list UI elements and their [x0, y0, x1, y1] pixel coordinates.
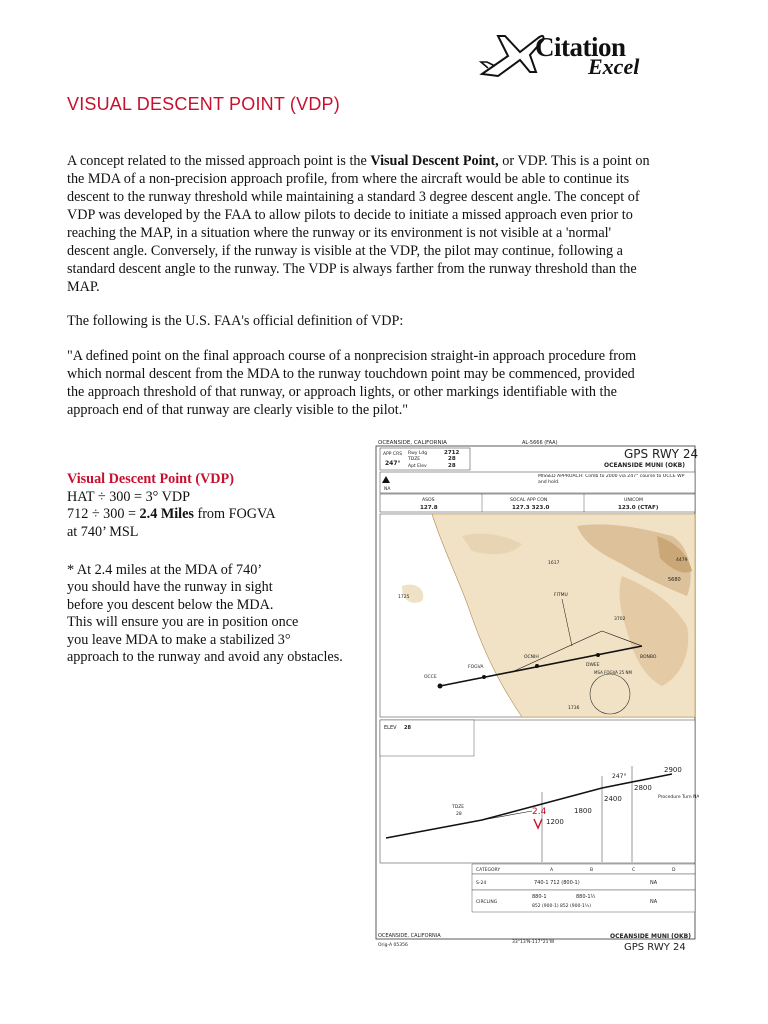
profile-tdze: 28 — [456, 812, 462, 817]
terrain-1725: 1725 — [398, 595, 410, 600]
footer-coords: 33°13'N-117°21'W — [512, 940, 555, 945]
calc-line-1: HAT ÷ 300 = 3° VDP — [67, 488, 191, 505]
alt-1200: 1200 — [546, 818, 564, 826]
footer-location: OCEANSIDE, CALIFORNIA — [378, 933, 441, 939]
intro-text-2: or VDP. This is a point on the MDA of a non-precision approach profile, from where the aircraft would be able to continue its descent to the runway threshold while maintaining a standard 3 degree descent angle. The concept of VDP was developed by the FAA to allow pilots to decide to initiate a missed approach even prior to reaching the MAP, in a situation where the runway or its environment is not visible at a 'normal' descent angle. Conversely, if the runway is visible at the VDP, the pilot may continue, following a standard descent angle to the runway. The VDP is always farther from the runway threshold than the MAP. — [67, 153, 650, 295]
fix-occe: OCCE — [424, 675, 437, 680]
calc-line-2-pre: 712 ÷ 300 = — [67, 506, 140, 522]
alt-2900: 2900 — [664, 766, 682, 774]
note-line-4: This will ensure you are in position once — [67, 614, 299, 631]
alt-2800: 2800 — [634, 784, 652, 792]
plate-proc-id: AL-5666 (FAA) — [522, 440, 558, 446]
profile-elev: 28 — [404, 725, 411, 731]
calc-line-2-post: from FOGVA — [193, 506, 276, 522]
page-title: VISUAL DESCENT POINT (VDP) — [67, 94, 340, 114]
definition-lead: The following is the U.S. FAA's official definition of VDP: — [67, 313, 404, 329]
tdze-value: 28 — [448, 456, 456, 462]
logo-brand-excel: Excel — [588, 54, 640, 79]
min-row1-na: NA — [650, 880, 658, 886]
footer-amdt: Orig-A 05356 — [378, 943, 408, 948]
alt-2400: 2400 — [604, 795, 622, 803]
min-row2-label: CIRCLING — [476, 900, 498, 905]
vdp-note — [67, 562, 367, 666]
app-crs-label: APP CRS — [383, 452, 403, 457]
calc-heading: Visual Descent Point (VDP) — [67, 471, 234, 487]
apt-elev-label: Apt Elev — [408, 464, 427, 469]
citation-excel-logo — [478, 20, 748, 90]
plan-view — [380, 514, 695, 717]
fix-ocnih: OCNIH — [524, 655, 539, 660]
profile-tdze-label: TDZE — [452, 805, 465, 810]
intro-text-1: A concept related to the missed approach point is the — [67, 153, 371, 169]
terrain-1736: 1736 — [568, 706, 580, 711]
rwy-ldg-label: Rwy Ldg — [408, 451, 428, 456]
approach-plate — [372, 436, 699, 954]
vdp-calculation — [67, 471, 367, 541]
freq-value-app: 127.3 323.0 — [512, 505, 550, 511]
min-cat-c: C — [632, 868, 636, 873]
intro-bold-term: Visual Descent Point, — [370, 153, 499, 169]
alt-1800: 1800 — [574, 807, 592, 815]
intro-paragraph — [67, 152, 652, 296]
minimums-table — [472, 864, 695, 912]
min-row2-na: NA — [650, 899, 658, 905]
plate-location: OCEANSIDE, CALIFORNIA — [378, 440, 447, 446]
calc-line-3: at 740’ MSL — [67, 523, 139, 540]
min-row2-a: 880-1 — [532, 894, 547, 900]
definition-quote: "A defined point on the final approach course of a nonprecision straight-in approach procedure from which normal descent from the MDA to the runway touchdown point may be commenced, provided the approach threshold of that runway, or approach lights, or other markings identifiable with the approach end of that runway are clearly visible to the pilot." — [67, 348, 637, 418]
terrain-3702: 3702 — [614, 617, 626, 622]
calc-line-2 — [67, 506, 367, 524]
msa-label: MSA FOGVA 25 NM — [594, 670, 632, 675]
profile-crs: 247° — [612, 773, 627, 780]
approach-plate-svg — [372, 436, 699, 954]
terrain-4479: 4479 — [676, 558, 688, 563]
app-crs: 247° — [385, 460, 401, 467]
footer-title: GPS RWY 24 — [624, 942, 686, 953]
rwy-ldg: 2712 — [444, 450, 460, 456]
apt-elev-value: 28 — [448, 463, 456, 469]
calc-line-2-bold: 2.4 Miles — [139, 506, 194, 522]
min-cat-d: D — [672, 868, 676, 873]
terrain-5680: 5680 — [668, 577, 681, 583]
freq-label-asos: ASOS — [422, 498, 435, 503]
plate-title: GPS RWY 24 — [624, 447, 699, 461]
note-line-1: * At 2.4 miles at the MDA of 740’ — [67, 562, 263, 578]
fix-bonbo: BONBO — [640, 655, 657, 660]
freq-value-asos: 127.8 — [420, 505, 438, 511]
freq-label-unicom: UNICOM — [624, 498, 643, 503]
note-line-6: approach to the runway and avoid any obstacles. — [67, 649, 343, 666]
vdp-marker-label: 2.4 — [532, 807, 547, 817]
note-line-3: before you descent below the MDA. — [67, 596, 274, 613]
freq-value-unicom: 123.0 (CTAF) — [618, 505, 659, 511]
tdze-label: TDZE — [408, 457, 421, 462]
procedure-turn: Procedure Turn NA — [658, 795, 699, 800]
fix-fitmu: FITMU — [554, 593, 568, 598]
min-row1-value: 740-1 712 (800-1) — [534, 880, 580, 886]
terrain-1617: 1617 — [548, 561, 560, 566]
min-cat-a: A — [550, 868, 554, 873]
min-row2-b: 880-1½ — [576, 894, 596, 900]
logo-brand-citation: Citation — [535, 32, 626, 62]
plate-airport: OCEANSIDE MUNI (OKB) — [604, 462, 685, 469]
fix-fogva: FOGVA — [468, 665, 484, 670]
note-line-2: you should have the runway in sight — [67, 579, 273, 596]
min-row1-label: S-24 — [476, 881, 487, 886]
na-label: NA — [384, 487, 391, 492]
min-cat-b: B — [590, 868, 594, 873]
footer-airport: OCEANSIDE MUNI (OKB) — [610, 933, 691, 940]
freq-label-app: SOCAL APP CON — [510, 498, 548, 503]
min-row2-c: 852 (900-1) 852 (900-1½) — [532, 904, 592, 909]
note-line-5: you leave MDA to make a stabilized 3° — [67, 631, 291, 648]
fix-dwee: DWEE — [586, 663, 600, 668]
profile-elev-label: ELEV — [384, 725, 397, 731]
min-category-label: CATEGORY — [476, 868, 501, 873]
missed-approach-text: MISSED APPROACH: Climb to 2000 via 247° course to OCCE WP and hold. — [538, 474, 685, 485]
profile-view — [380, 720, 699, 863]
